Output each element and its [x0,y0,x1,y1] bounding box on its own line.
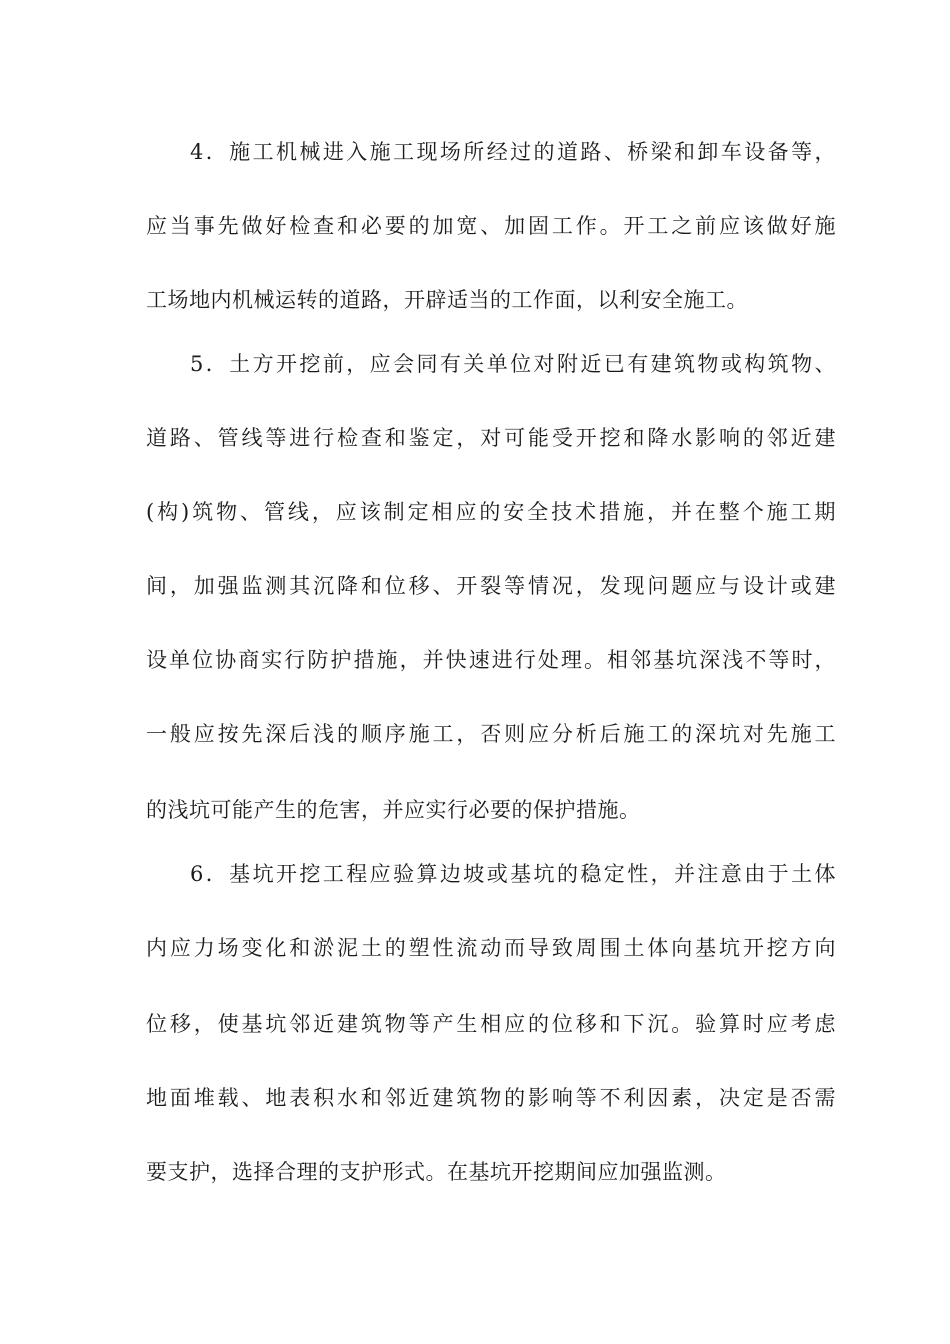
paragraph-6-line-1: 6．基坑开挖工程应验算边坡或基坑的稳定性，并注意由于土体 [190,862,836,886]
paragraph-4-line-3: 工场地内机械运转的道路，开辟适当的工作面，以利安全施工。 [146,288,748,312]
paragraph-5-line-4: 间，加强监测其沉降和位移、开裂等情况，发现问题应与设计或建 [146,574,836,598]
paragraph-6-line-3: 位移，使基坑邻近建筑物等产生相应的位移和下沉。验算时应考虑 [146,1012,836,1036]
paragraph-6-line-2: 内应力场变化和淤泥土的塑性流动而导致周围土体向基坑开挖方向 [146,936,836,960]
paragraph-5-line-7: 的浅坑可能产生的危害，并应实行必要的保护措施。 [146,798,641,822]
paragraph-6-line-4: 地面堆载、地表积水和邻近建筑物的影响等不利因素，决定是否需 [146,1086,836,1110]
paragraph-5-line-1: 5．土方开挖前，应会同有关单位对附近已有建筑物或构筑物、 [190,352,836,376]
paragraph-5-line-3: (构)筑物、管线，应该制定相应的安全技术措施，并在整个施工期 [146,500,836,524]
paragraph-5-line-2: 道路、管线等进行检查和鉴定，对可能受开挖和降水影响的邻近建 [146,426,836,450]
paragraph-5-line-6: 一般应按先深后浅的顺序施工，否则应分析后施工的深坑对先施工 [146,722,836,746]
paragraph-4-line-2: 应当事先做好检查和必要的加宽、加固工作。开工之前应该做好施 [146,214,836,238]
paragraph-4-line-1: 4．施工机械进入施工现场所经过的道路、桥梁和卸车设备等， [190,140,836,164]
paragraph-6-line-5: 要支护，选择合理的支护形式。在基坑开挖期间应加强监测。 [146,1160,727,1184]
paragraph-5-line-5: 设单位协商实行防护措施，并快速进行处理。相邻基坑深浅不等时， [146,648,836,672]
